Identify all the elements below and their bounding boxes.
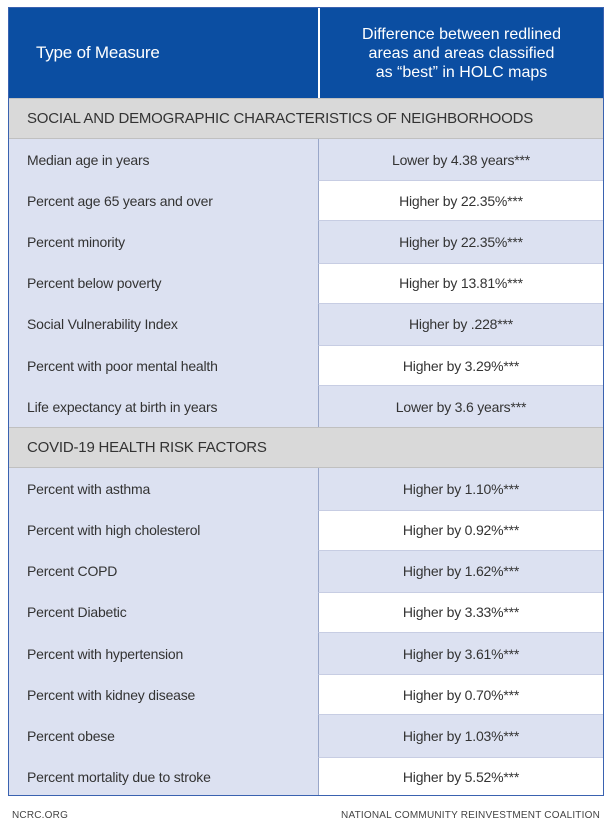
table-row bbox=[9, 221, 603, 262]
section-header: SOCIAL AND DEMOGRAPHIC CHARACTERISTICS OF NEIGHBORHOODS bbox=[9, 98, 603, 139]
measure-cell: Percent with high cholesterol bbox=[9, 510, 318, 551]
table-row bbox=[9, 345, 603, 386]
measure-cell: Percent COPD bbox=[27, 563, 118, 580]
table-header bbox=[9, 8, 603, 98]
footer bbox=[12, 810, 600, 821]
difference-cell: Higher by 3.33%*** bbox=[318, 592, 603, 633]
header-type-of-measure: Type of Measure bbox=[36, 43, 160, 62]
section-header: COVID-19 HEALTH RISK FACTORS bbox=[9, 427, 603, 468]
difference-cell: Higher by 1.10%*** bbox=[318, 468, 603, 509]
measure-cell: Percent with asthma bbox=[27, 480, 151, 497]
measure-cell: Median age in years bbox=[27, 151, 150, 168]
table-row bbox=[9, 715, 603, 756]
measure-cell: Percent with poor mental health bbox=[9, 345, 318, 386]
table-row bbox=[9, 180, 603, 221]
measure-cell: Percent below poverty bbox=[9, 263, 318, 304]
difference-cell: Higher by 3.61%*** bbox=[318, 633, 603, 674]
difference-cell: Higher by 1.62%*** bbox=[318, 551, 603, 592]
measures-table bbox=[8, 7, 604, 796]
measure-cell: Life expectancy at birth in years bbox=[27, 398, 218, 415]
table-row bbox=[9, 304, 603, 345]
table-row bbox=[9, 510, 603, 551]
table-row bbox=[9, 468, 603, 509]
difference-cell: Higher by 0.92%*** bbox=[318, 510, 603, 551]
difference-cell: Higher by 0.70%*** bbox=[318, 674, 603, 715]
measure-cell: Percent mortality due to stroke bbox=[9, 757, 318, 796]
difference-cell: Lower by 4.38 years*** bbox=[318, 139, 603, 180]
table-body bbox=[9, 98, 603, 796]
difference-cell: Higher by 1.03%*** bbox=[318, 715, 603, 756]
table-row bbox=[9, 551, 603, 592]
table-row bbox=[9, 633, 603, 674]
difference-cell: Higher by .228*** bbox=[318, 304, 603, 345]
measure-cell: Social Vulnerability Index bbox=[27, 316, 178, 333]
footer-website: NCRC.ORG bbox=[12, 810, 69, 821]
difference-cell: Higher by 22.35%*** bbox=[318, 180, 603, 221]
table-row bbox=[9, 757, 603, 796]
difference-cell: Higher by 22.35%*** bbox=[318, 221, 603, 262]
measure-cell: Percent with kidney disease bbox=[9, 674, 318, 715]
measure-cell: Percent Diabetic bbox=[9, 592, 318, 633]
measure-cell: Percent with hypertension bbox=[27, 645, 184, 662]
table-row bbox=[9, 674, 603, 715]
footer-organization: NATIONAL COMMUNITY REINVESTMENT COALITION bbox=[341, 810, 600, 821]
difference-cell: Higher by 13.81%*** bbox=[318, 263, 603, 304]
header-difference: Difference between redlined areas and areas classified as “best” in HOLC maps bbox=[318, 8, 603, 98]
table-row bbox=[9, 386, 603, 427]
table-row bbox=[9, 139, 603, 180]
difference-cell: Lower by 3.6 years*** bbox=[318, 386, 603, 427]
difference-cell: Higher by 5.52%*** bbox=[318, 757, 603, 796]
measure-cell: Percent minority bbox=[27, 233, 125, 250]
measure-cell: Percent obese bbox=[27, 728, 115, 745]
difference-cell: Higher by 3.29%*** bbox=[318, 345, 603, 386]
table-row bbox=[9, 592, 603, 633]
table-row bbox=[9, 263, 603, 304]
measure-cell: Percent age 65 years and over bbox=[9, 180, 318, 221]
